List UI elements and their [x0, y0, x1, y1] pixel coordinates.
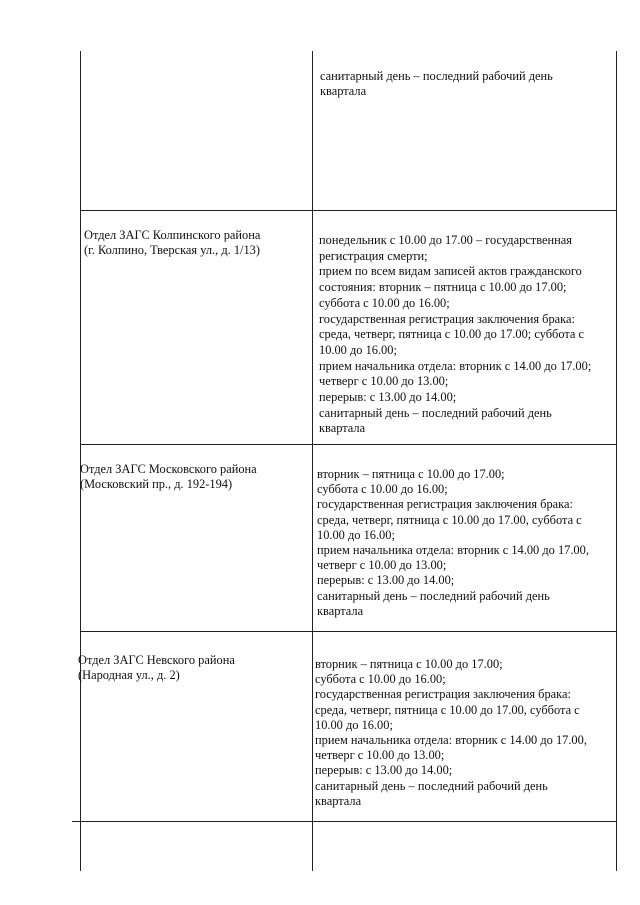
office-address: (Народная ул., д. 2)	[78, 668, 180, 683]
schedule-line: вторник – пятница с 10.00 до 17.00;	[317, 467, 505, 481]
schedule-line: среда, четверг, пятница с 10.00 до 17.00, суббота с	[317, 512, 582, 527]
table-border-right	[616, 51, 617, 871]
office-moskovsky	[80, 462, 257, 493]
schedule-kolpino	[319, 233, 591, 437]
schedule-line: вторник – пятница с 10.00 до 17.00;	[315, 657, 503, 671]
schedule-line: прием начальника отдела: вторник с 14.00 до 17.00,	[317, 543, 589, 558]
schedule-line: четверг с 10.00 до 13.00;	[319, 374, 449, 389]
schedule-line: санитарный день – последний рабочий день	[315, 778, 548, 793]
schedule-line: суббота с 10.00 до 16.00;	[315, 672, 446, 687]
schedule-line: среда, четверг, пятница с 10.00 до 17.00, суббота с	[315, 702, 580, 717]
office-kolpino	[84, 228, 260, 259]
schedule-line: суббота с 10.00 до 16.00;	[319, 295, 450, 310]
schedule-line: перерыв: с 13.00 до 14.00;	[317, 573, 455, 588]
office-address: (г. Колпино, Тверская ул., д. 1/13)	[84, 243, 260, 258]
schedule-line: прием начальника отдела: вторник с 14.00 до 17.00;	[319, 358, 592, 373]
office-name: Отдел ЗАГС Московского района	[80, 462, 257, 476]
office-address: (Московский пр., д. 192-194)	[80, 477, 233, 492]
schedule-nevsky	[315, 657, 587, 809]
schedule-line: государственная регистрация заключения брака:	[317, 497, 573, 512]
schedule-moskovsky	[317, 467, 589, 619]
schedule-line: квартала	[317, 603, 364, 618]
schedule-line: четверг с 10.00 до 13.00;	[317, 558, 447, 573]
schedule-line: квартала	[320, 84, 367, 99]
schedule-line: 10.00 до 16.00;	[315, 717, 393, 732]
schedule-line: перерыв: с 13.00 до 14.00;	[315, 763, 453, 778]
schedule-line: санитарный день – последний рабочий день	[319, 405, 552, 420]
schedule-line: санитарный день – последний рабочий день	[317, 588, 550, 603]
schedule-line: регистрация смерти;	[319, 248, 428, 263]
schedule-line: государственная регистрация заключения брака:	[315, 687, 571, 702]
table-border-left	[80, 51, 81, 871]
schedule-line: понедельник с 10.00 до 17.00 – государственная	[319, 233, 572, 247]
office-name: Отдел ЗАГС Невского района	[78, 653, 235, 667]
schedule-line: квартала	[315, 793, 362, 808]
office-name: Отдел ЗАГС Колпинского района	[84, 228, 261, 242]
schedule-line: санитарный день – последний рабочий день	[320, 69, 553, 83]
schedule-line: 10.00 до 16.00;	[317, 527, 395, 542]
office-nevsky	[78, 653, 235, 684]
schedule-line: прием по всем видам записей актов гражданского	[319, 264, 582, 279]
schedule-line: суббота с 10.00 до 16.00;	[317, 482, 448, 497]
schedule-line: квартала	[319, 421, 366, 436]
schedule-row-0	[320, 69, 553, 100]
table-column-divider	[312, 51, 313, 871]
schedule-line: 10.00 до 16.00;	[319, 342, 397, 357]
schedule-line: перерыв: с 13.00 до 14.00;	[319, 390, 457, 405]
schedule-line: четверг с 10.00 до 13.00;	[315, 748, 445, 763]
row-divider-1	[80, 210, 617, 211]
row-divider-2	[80, 444, 617, 445]
schedule-line: состояния: вторник – пятница с 10.00 до 17.00;	[319, 280, 567, 295]
schedule-line: прием начальника отдела: вторник с 14.00 до 17.00,	[315, 733, 587, 748]
table-border-bottom	[72, 821, 617, 822]
row-divider-3	[80, 631, 617, 632]
schedule-line: государственная регистрация заключения брака:	[319, 311, 575, 326]
schedule-line: среда, четверг, пятница с 10.00 до 17.00; суббота с	[319, 327, 585, 342]
